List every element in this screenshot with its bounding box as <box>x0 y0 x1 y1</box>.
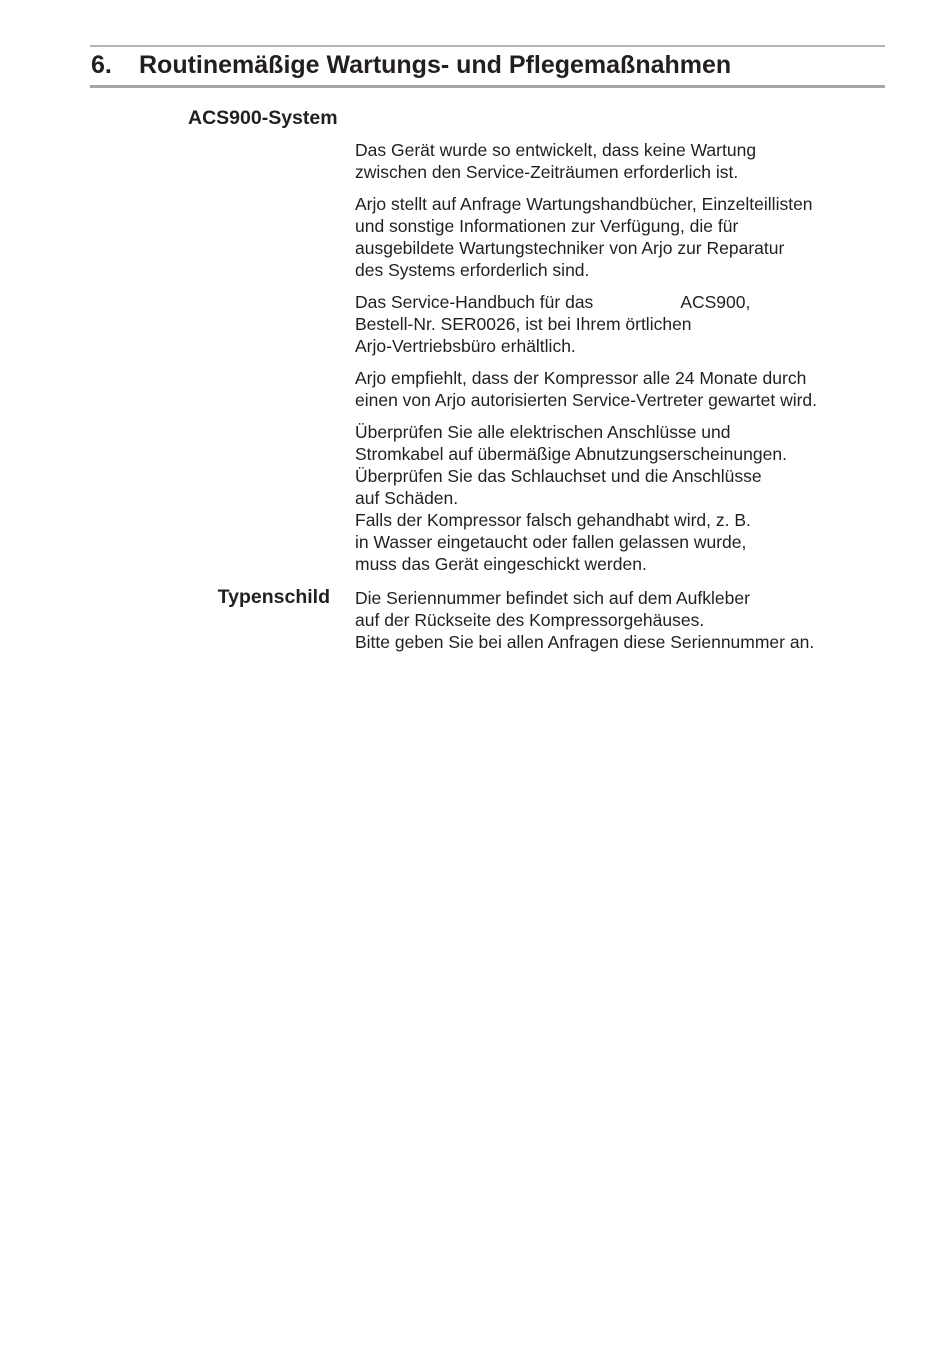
text-line: zwischen den Service-Zeiträumen erforderlich ist. <box>355 162 739 182</box>
paragraph-serial-number <box>355 587 900 653</box>
chapter-title: Routinemäßige Wartungs- und Pflegemaßnahmen <box>139 51 732 79</box>
handbook-line-end: ACS900, <box>680 292 751 312</box>
text-line: Arjo-Vertriebsbüro erhältlich. <box>355 336 576 356</box>
text-line: Falls der Kompressor falsch gehandhabt wird, z. B. <box>355 510 751 530</box>
chapter-header <box>90 45 885 88</box>
text-line: und sonstige Informationen zur Verfügung, die für <box>355 216 739 236</box>
text-line: einen von Arjo autorisierten Service-Vertreter gewartet wird. <box>355 390 818 410</box>
text-line: Bitte geben Sie bei allen Anfragen diese Seriennummer an. <box>355 632 815 652</box>
text-line: auf der Rückseite des Kompressorgehäuses. <box>355 610 705 630</box>
text-line: auf Schäden. <box>355 488 459 508</box>
text-line: Die Seriennummer befindet sich auf dem Aufkleber <box>355 588 750 608</box>
text-line <box>355 291 900 313</box>
paragraph-inspection <box>355 421 900 575</box>
chapter-number: 6. <box>91 51 112 79</box>
handbook-line-start: Das Service-Handbuch für das <box>355 292 594 312</box>
text-line: Arjo empfiehlt, dass der Kompressor alle 24 Monate durch <box>355 368 807 388</box>
text-line: Bestell-Nr. SER0026, ist bei Ihrem örtlichen <box>355 314 692 334</box>
text-line: ausgebildete Wartungstechniker von Arjo zur Reparatur <box>355 238 785 258</box>
paragraph-manuals <box>355 193 900 281</box>
text-line: muss das Gerät eingeschickt werden. <box>355 554 647 574</box>
text-line: Stromkabel auf übermäßige Abnutzungserscheinungen. <box>355 444 787 464</box>
text-line: in Wasser eingetaucht oder fallen gelassen wurde, <box>355 532 747 552</box>
text-line: Überprüfen Sie das Schlauchset und die Anschlüsse <box>355 466 762 486</box>
typenschild-label: Typenschild <box>217 586 330 608</box>
section-heading: ACS900-System <box>188 107 338 129</box>
section-body <box>355 139 900 585</box>
text-line: des Systems erforderlich sind. <box>355 260 590 280</box>
paragraph-recommendation <box>355 367 900 411</box>
typenschild-body <box>355 587 900 663</box>
paragraph-maintenance-free <box>355 139 900 183</box>
text-line: Arjo stellt auf Anfrage Wartungshandbücher, Einzelteillisten <box>355 194 813 214</box>
text-line: Überprüfen Sie alle elektrischen Anschlüsse und <box>355 422 731 442</box>
text-line: Das Gerät wurde so entwickelt, dass keine Wartung <box>355 140 757 160</box>
paragraph-service-handbook <box>355 291 900 357</box>
